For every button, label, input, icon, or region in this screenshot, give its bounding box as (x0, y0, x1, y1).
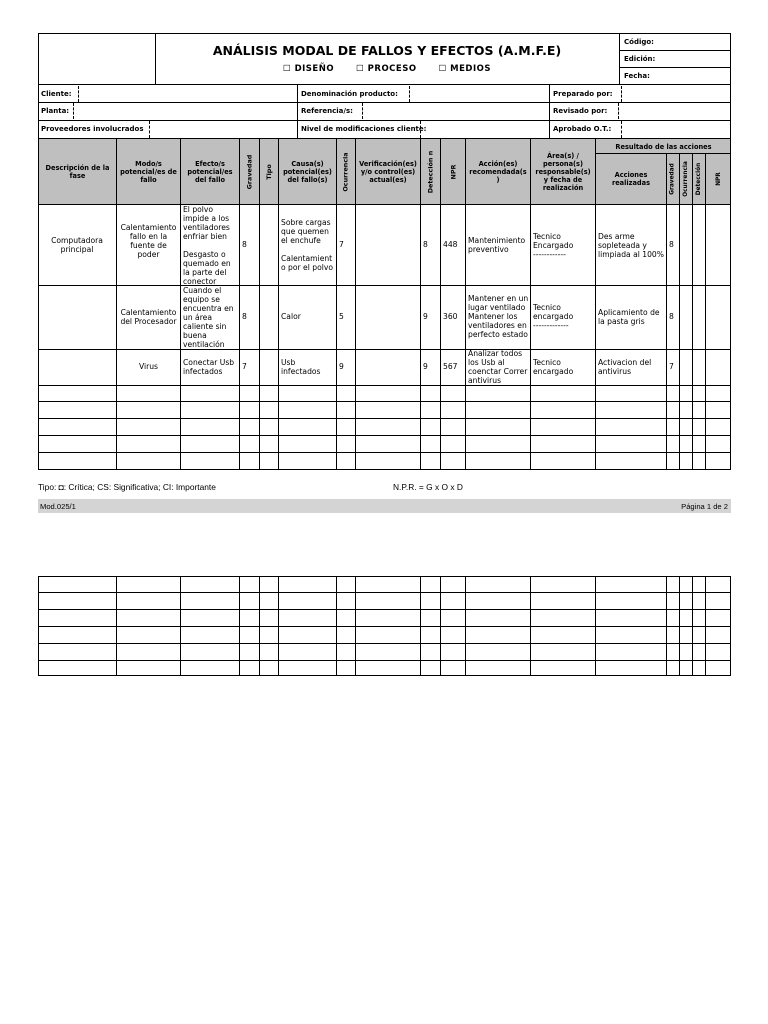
cell-area: Tecnico encargado (533, 358, 574, 376)
option-medios[interactable]: ☐ MEDIOS (438, 64, 492, 74)
col-acciones-realizadas: Acciones realizadas (611, 171, 651, 187)
col-deteccion: Detección n (426, 150, 435, 194)
form-code: Mod.025/1 (40, 502, 76, 511)
cell-deteccion: 8 (423, 240, 428, 249)
cell-descripcion: Computadora principal (51, 236, 103, 254)
nivel-label: Nivel de modificaciones cliente: (301, 125, 427, 133)
cell-modo: Virus (138, 362, 159, 371)
cell-modo: Calentamiento fallo en la fuente de poder (120, 223, 177, 259)
referencia-label: Referencia/s: (301, 107, 353, 115)
type-options (155, 64, 619, 74)
codigo-label: Código: (624, 38, 654, 46)
cell-ocurrencia: 9 (339, 362, 344, 371)
cell-npr: 360 (443, 312, 458, 321)
cell-ocurrencia: 7 (339, 240, 344, 249)
cell-deteccion: 9 (423, 362, 428, 371)
col-r-npr: NPR (715, 172, 722, 186)
checkbox-icon: ☐ (438, 64, 451, 74)
col-tipo: Tipo (264, 164, 273, 180)
col-gravedad: Gravedad (245, 154, 254, 190)
denominacion-label: Denominación producto: (301, 90, 398, 98)
fecha-label: Fecha: (624, 72, 650, 80)
cell-causa: Sobre cargas que quemen el enchufe Calentamient o por el polvo (281, 218, 333, 272)
col-resultado: Resultado de las acciones (615, 142, 712, 151)
col-npr: NPR (448, 164, 457, 180)
col-area: Área(s) / persona(s) responsable(s) y fecha de realización (535, 152, 591, 192)
proveedores-label: Proveedores involucrados (41, 125, 144, 133)
cell-acciones-realizadas: Activacion del antivirus (598, 358, 652, 376)
page-title: ANÁLISIS MODAL DE FALLOS Y EFECTOS (A.M.F.E) (212, 43, 562, 58)
tipo-legend: Tipo: ◘: Crítica; CS: Significativa; CI: Importante (38, 482, 216, 492)
cell-r-gravedad: 8 (669, 312, 674, 321)
col-causa: Causa(s) potencial(es) del fallo(s) (283, 160, 332, 184)
col-accion: Acción(es) recomendada(s ) (469, 160, 527, 184)
option-diseno[interactable]: ☐ DISEÑO (282, 64, 335, 74)
cell-accion: Mantenimiento preventivo (468, 236, 526, 254)
cell-npr: 567 (443, 362, 458, 371)
cell-acciones-realizadas: Des arme sopleteada y limpiada al 100% (598, 232, 664, 259)
cell-area: Tecnico Encargado ------------ (533, 232, 574, 259)
cell-gravedad: 8 (242, 240, 247, 249)
col-efecto: Efecto/s potencial/es del fallo (187, 160, 233, 184)
col-r-ocurrencia: Ocurrencia (683, 161, 690, 197)
cell-ocurrencia: 5 (339, 312, 344, 321)
col-descripcion: Descripción de la fase (45, 164, 110, 180)
cell-causa: Calor (281, 312, 301, 321)
checkbox-icon: ☐ (356, 64, 368, 74)
cell-acciones-realizadas: Aplicamiento de la pasta gris (598, 308, 660, 326)
npr-formula: N.P.R. = G x O x D (393, 482, 463, 492)
col-modo: Modo/s potencial/es de fallo (120, 160, 177, 184)
checkbox-icon: ☐ (282, 64, 295, 74)
edicion-label: Edición: (624, 55, 656, 63)
option-proceso[interactable]: ☐ PROCESO (356, 64, 417, 74)
cell-efecto: Conectar Usb infectados (183, 358, 235, 376)
page-number: Página 1 de 2 (681, 502, 728, 511)
cell-gravedad: 7 (242, 362, 247, 371)
cliente-label: Cliente: (41, 90, 72, 98)
preparado-label: Preparado por: (553, 90, 613, 98)
cell-r-gravedad: 7 (669, 362, 674, 371)
col-ocurrencia: Ocurrencia (342, 152, 350, 192)
planta-label: Planta: (41, 107, 70, 115)
revisado-label: Revisado por: (553, 107, 608, 115)
cell-npr: 448 (443, 240, 458, 249)
col-verificacion: Verificación(es) y/o control(es) actual(es) (359, 160, 417, 184)
aprobado-label: Aprobado O.T.: (553, 125, 612, 133)
cell-r-gravedad: 8 (669, 240, 674, 249)
cell-efecto: Cuando el equipo se encuentra en un área caliente sin buena ventilación (183, 286, 234, 349)
cell-gravedad: 8 (242, 312, 247, 321)
cell-causa: Usb infectados (281, 358, 321, 376)
cell-efecto: El polvo impide a los ventiladores enfriar bien Desgasto o quemado en la parte del conector (183, 205, 231, 286)
col-r-gravedad: Gravedad (670, 163, 677, 195)
cell-modo: Calentamiento del Procesador (120, 308, 177, 326)
col-r-deteccion: Detección (696, 162, 703, 196)
cell-accion: Mantener en un lugar ventilado Mantener los ventiladores en perfecto estado (468, 294, 529, 339)
cell-area: Tecnico encargado ------------- (533, 303, 574, 330)
cell-accion: Analizar todos los Usb al coenctar Correr antivirus (468, 349, 528, 385)
cell-deteccion: 9 (423, 312, 428, 321)
